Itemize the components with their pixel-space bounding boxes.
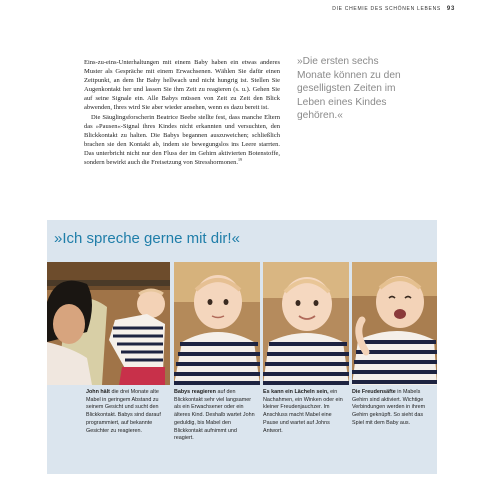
caption-2	[174, 389, 258, 443]
photo-baby-laughing	[352, 262, 437, 385]
page-number: 93	[446, 6, 455, 12]
body-paragraph-2	[84, 113, 280, 168]
footnote-mark: 19	[237, 156, 242, 162]
caption-3-text: ein Nachahmen, ein Winken oder ein kleiner Freudenjauchzer. Im Anschluss macht Mabel eine Pause und wartet auf Johns Antwort.	[263, 389, 343, 434]
pull-quote: »Die ersten sechs Monate können zu den geselligsten Zeiten im Leben eines Kindes gehören.«	[297, 56, 401, 122]
caption-4	[352, 389, 434, 428]
box-heading: »Ich spreche gerne mit dir!«	[54, 230, 240, 247]
body-paragraph-2-text: Die Säuglingsforscherin Beatrice Beebe stellte fest, dass manche Eltern das »Pausen«-Signal ihres Kindes nicht erkannten und versuchten, den Blickkontakt zu halten. Die Babys begannen auszuweichen; schließlich brachen sie den Kontakt ab, indem sie bewegungslos ins Leere starrten. Das unterbricht nicht nur den Fluss der im Gehirn aktivierten Botenstoffe, sondern bewirkt auch die Freisetzung von Stresshormonen.	[84, 113, 280, 167]
body-text	[84, 58, 280, 167]
running-head-title: DIE CHEMIE DES SCHÖNEN LEBENS	[332, 6, 441, 12]
body-paragraph-1: Eins-zu-eins-Unterhaltungen mit einem Baby haben ein etwas anderes Muster als Gespräche mit einem Erwachsenen. Wählen Sie dafür einen Zeitpunkt, an dem Ihr Baby hellwach und nicht hungrig ist. Stellen Sie Augenkontakt her und lassen Sie ihm Zeit zu reagieren (s. u.). Gehen Sie auf seine Signale ein. Alle Babys müssen von Zeit zu Zeit den Blick abwenden, Ihres wird Sie aber wieder ansehen, wenn es dazu bereit ist.	[84, 59, 280, 112]
running-head	[332, 6, 455, 12]
photo-baby-smiling	[263, 262, 349, 385]
caption-2-text: auf den Blickkontakt sehr viel langsamer als ein Erwachsener oder ein älteres Kind. Deshalb wartet John geduldig, bis Mabel den Blickkontakt aufnimmt und reagiert.	[174, 389, 255, 442]
caption-2-lead: Babys reagieren	[174, 389, 216, 395]
caption-4-lead: Die Freudensäfte	[352, 389, 396, 395]
caption-4-text: in Mabels Gehirn sind aktiviert. Wichtige Verbindungen werden in ihrem Gehirn geknüpft. So sieht das Spiel mit dem Baby aus.	[352, 389, 426, 426]
caption-1-text: die drei Monate alte Mabel in geringem Abstand zu seinem Gesicht und sucht den Blickkontakt. Babys sind darauf programmiert, auf bekannte Gesichter zu reagieren.	[86, 389, 161, 434]
caption-1	[86, 389, 165, 435]
photo-baby-looking	[174, 262, 260, 385]
caption-3	[263, 389, 347, 435]
caption-3-lead: Es kann ein Lächeln sein,	[263, 389, 329, 395]
caption-1-lead: John hält	[86, 389, 110, 395]
photo-father-and-baby	[47, 262, 170, 385]
